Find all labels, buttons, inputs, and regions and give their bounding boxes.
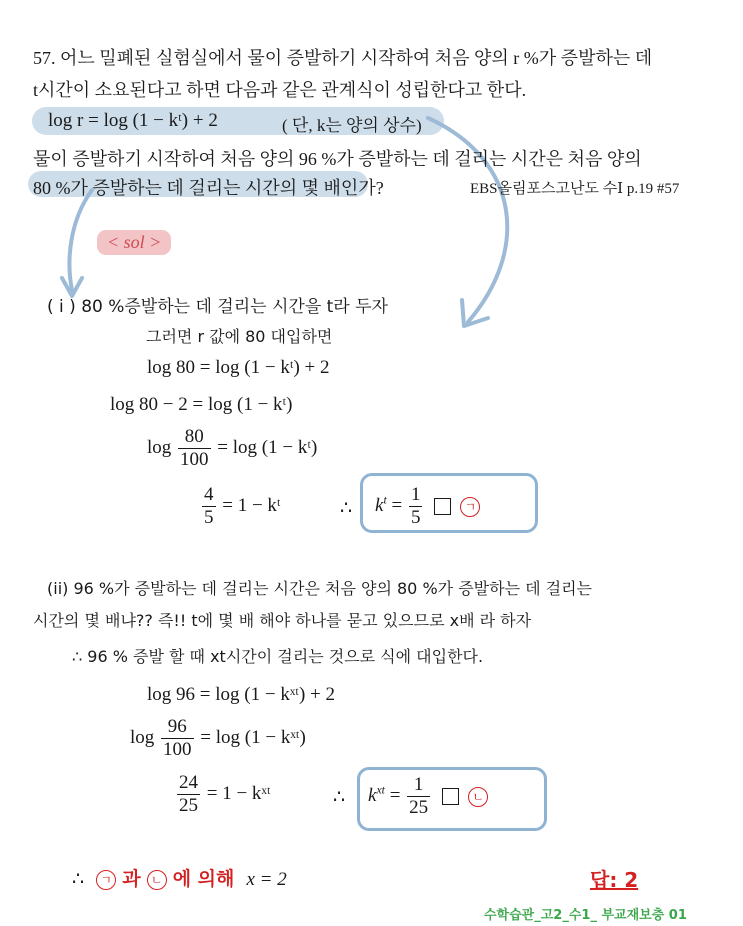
therefore-symbol-2: ∴ [333, 787, 346, 808]
problem-source: EBS올림포스고난도 수Ⅰ p.19 #57 [470, 181, 680, 197]
k-xt: $k^{xt}$ [368, 783, 385, 806]
conclusion-value: x = 2 [246, 869, 287, 890]
eq2-rhs: = log (1 − kˣᵗ) [200, 726, 306, 748]
frac-num: 1 [410, 484, 421, 505]
eq4-rhs: = 1 − kᵗ [222, 494, 281, 516]
therefore-symbol: ∴ [340, 498, 353, 519]
conclusion-text-1: 과 [122, 868, 141, 890]
problem-formula: log r = log (1 − kᵗ) + 2 [48, 110, 218, 131]
part1-eq4 [200, 484, 281, 529]
log-label: log [130, 726, 155, 748]
frac-num: 1 [413, 774, 424, 795]
frac-num: 4 [204, 484, 214, 505]
problem-condition: ( 단, k는 양의 상수) [282, 116, 422, 135]
fraction-96-100 [161, 716, 194, 761]
fraction-1-25 [407, 774, 430, 819]
frac-num: 80 [184, 426, 204, 447]
result-2: $k^{xt}$ = $\frac{1}{25}$ ㄴ [368, 774, 488, 819]
problem-line-1: 57. 어느 밀폐된 실험실에서 물이 증발하기 시작하여 처음 양의 r %가 증발하는 데 [33, 48, 653, 68]
fraction-80-100 [178, 426, 211, 471]
therefore: ∴ [72, 869, 85, 890]
problem-line-4: 물이 증발하기 시작하여 처음 양의 96 %가 증발하는 데 걸리는 시간은 처음 양의 [33, 149, 642, 169]
fraction-1-5 [409, 484, 423, 529]
problem-line-5: 80 %가 증발하는 데 걸리는 시간의 몇 배인가? [33, 178, 384, 198]
frac-den: 25 [179, 795, 198, 816]
eq3-rhs: = log (1 − kᵗ) [217, 436, 318, 458]
conclusion [72, 864, 287, 891]
sol-label [97, 230, 171, 255]
frac-den: 100 [163, 739, 192, 760]
square-icon [442, 788, 459, 805]
part1-sub: 그러면 r 값에 80 대입하면 [146, 327, 333, 346]
part1-eq1: log 80 = log (1 − kᵗ) + 2 [147, 357, 330, 378]
sol-label-text: < sol > [107, 232, 162, 252]
frac-den: 25 [409, 797, 429, 818]
circle-marker-nieun: ㄴ [468, 787, 488, 807]
log-label: log [147, 436, 172, 458]
part2-eq1: log 96 = log (1 − kˣᵗ) + 2 [147, 684, 335, 705]
circle-marker-giyeok: ㄱ [96, 870, 116, 890]
frac-den: 5 [204, 507, 214, 528]
result-1: $k^t$ = $\frac{1}{5}$ ㄱ [375, 484, 480, 529]
part1-eq2: log 80 − 2 = log (1 − kᵗ) [110, 394, 293, 415]
part2-header: (ii) 96 %가 증발하는 데 걸리는 시간은 처음 양의 80 %가 증발하는 데 걸리는 [47, 579, 593, 598]
frac-num: 96 [167, 716, 187, 737]
fraction-24-25 [177, 772, 200, 817]
part2-line2: 시간의 몇 배냐?? 즉!! t에 몇 배 해야 하나를 묻고 있으므로 x배 라 하자 [33, 611, 532, 630]
answer: 답: 2 [590, 868, 639, 892]
conclusion-text-2: 에 의해 [172, 868, 235, 890]
part1-header: ( i ) 80 %증발하는 데 걸리는 시간을 t라 두자 [47, 297, 388, 317]
fraction-4-5 [202, 484, 216, 529]
frac-den: 5 [410, 507, 421, 528]
frac-den: 100 [180, 449, 209, 470]
circle-marker-nieun: ㄴ [147, 870, 167, 890]
k-t: $k^t$ [375, 493, 387, 516]
square-icon [434, 498, 451, 515]
footer-label: 수학습관_고2_수1_ 부교재보충 01 [484, 908, 687, 923]
problem-line-2: t시간이 소요된다고 하면 다음과 같은 관계식이 성립한다고 한다. [33, 80, 527, 100]
part1-eq3 [147, 426, 317, 471]
frac-num: 24 [179, 772, 198, 793]
circle-marker-giyeok: ㄱ [460, 497, 480, 517]
part2-eq3 [175, 772, 271, 817]
eq3-rhs: = 1 − kˣᵗ [206, 782, 271, 804]
part2-line3: ∴ 96 % 증발 할 때 xt시간이 걸리는 것으로 식에 대입한다. [72, 647, 484, 666]
part2-eq2 [130, 716, 306, 761]
